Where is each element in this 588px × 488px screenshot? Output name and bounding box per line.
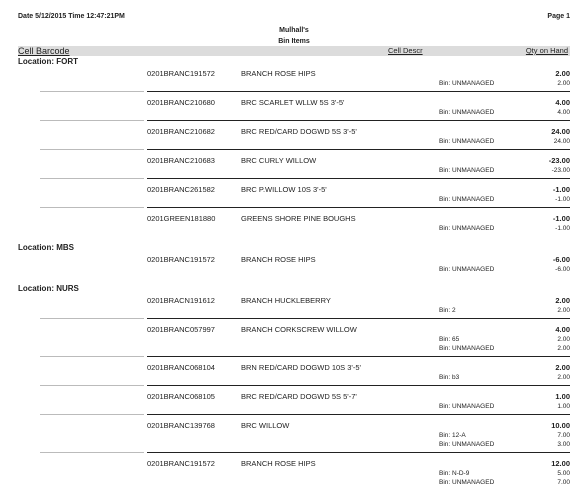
bin-row [0,345,588,354]
item-total-qty: -6.00 [552,255,570,264]
item-divider [147,91,570,92]
item-total-qty: 2.00 [555,69,570,78]
item-barcode: 0201BRANC191572 [147,69,215,78]
item-divider-left [40,414,144,415]
item-description: BRANCH ROSE HIPS [241,255,316,264]
bin-row [0,138,588,147]
report-date-time: Date 5/12/2015 Time 12:47:21PM [18,13,125,20]
report-title: Mulhall's [279,27,309,34]
bin-label: Bin: UNMANAGED [439,441,495,448]
column-header-descr: Cell Descr [388,46,423,55]
item-description: BRC CURLY WILLOW [241,156,317,165]
bin-row [0,167,588,176]
bin-label: Bin: b3 [439,374,460,381]
item-divider-left [40,120,144,121]
bin-qty: 7.00 [557,432,570,439]
bin-label: Bin: UNMANAGED [439,109,495,116]
bin-row [0,196,588,205]
bin-label: Bin: UNMANAGED [439,479,495,486]
item-divider [147,356,570,357]
item-barcode: 0201GREEN181880 [147,214,216,223]
item-total-qty: 12.00 [551,459,570,468]
item-description: BRC WILLOW [241,421,290,430]
item-description: BRANCH CORKSCREW WILLOW [241,325,357,334]
item-barcode: 0201BRANC191572 [147,255,215,264]
bin-label: Bin: N-D-9 [439,470,470,477]
bin-row [0,225,588,234]
item-divider [147,120,570,121]
bin-qty: 2.00 [557,80,570,87]
bin-qty: 4.00 [557,109,570,116]
item-divider-left [40,452,144,453]
bin-row [0,403,588,412]
item-divider-left [40,207,144,208]
item-divider [147,149,570,150]
bin-label: Bin: UNMANAGED [439,138,495,145]
item-barcode: 0201BRANC191572 [147,459,215,468]
item-barcode: 0201BRANC210682 [147,127,215,136]
item-total-qty: 24.00 [551,127,570,136]
column-header-qty: Qty on Hand [525,46,568,55]
page-number: Page 1 [547,13,570,20]
item-divider-left [40,318,144,319]
item-total-qty: 4.00 [555,325,570,334]
item-total-qty: -23.00 [548,156,570,165]
bin-row [0,307,588,316]
item-description: BRC RED/CARD DOGWD 5S 3'-5' [241,127,357,136]
bin-label: Bin: UNMANAGED [439,196,495,203]
item-total-qty: 4.00 [555,98,570,107]
bin-qty: 24.00 [553,138,570,145]
location-heading: Location: MBS [18,243,74,252]
bin-qty: 1.00 [557,403,570,410]
bin-qty: 2.00 [557,336,570,343]
item-description: BRC P.WILLOW 10S 3'-5' [241,185,327,194]
item-divider [147,414,570,415]
item-divider [147,318,570,319]
item-total-qty: 2.00 [555,296,570,305]
item-total-qty: -1.00 [552,185,570,194]
location-heading: Location: NURS [18,284,79,293]
bin-qty: -1.00 [555,225,570,232]
bin-qty: 2.00 [557,374,570,381]
item-barcode: 0201BRANC210680 [147,98,215,107]
bin-qty: 2.00 [557,307,570,314]
item-description: BRN RED/CARD DOGWD 10S 3'-5' [241,363,361,372]
bin-label: Bin: 2 [439,307,456,314]
item-divider-left [40,149,144,150]
item-divider [147,207,570,208]
report-subtitle: Bin Items [278,38,310,45]
bin-label: Bin: UNMANAGED [439,80,495,87]
item-divider [147,385,570,386]
item-barcode: 0201BRACN191612 [147,296,215,305]
item-divider [147,178,570,179]
bin-qty: 2.00 [557,345,570,352]
bin-label: Bin: 12-A [439,432,466,439]
item-description: BRANCH ROSE HIPS [241,459,316,468]
bin-qty: 5.00 [557,470,570,477]
item-barcode: 0201BRANC057997 [147,325,215,334]
bin-qty: -1.00 [555,196,570,203]
item-description: GREENS SHORE PINE BOUGHS [241,214,356,223]
item-divider-left [40,91,144,92]
bin-label: Bin: UNMANAGED [439,225,495,232]
item-total-qty: -1.00 [552,214,570,223]
bin-qty: 7.00 [557,479,570,486]
item-barcode: 0201BRANC261582 [147,185,215,194]
bin-row [0,432,588,441]
item-description: BRC SCARLET WLLW 5S 3'-5' [241,98,345,107]
item-description: BRANCH ROSE HIPS [241,69,316,78]
bin-qty: -23.00 [551,167,570,174]
bin-row [0,109,588,118]
item-barcode: 0201BRANC139768 [147,421,215,430]
item-divider-left [40,356,144,357]
bin-row [0,80,588,89]
item-divider-left [40,178,144,179]
location-heading: Location: FORT [18,57,78,66]
bin-label: Bin: 65 [439,336,460,343]
item-barcode: 0201BRANC068104 [147,363,215,372]
bin-row [0,266,588,275]
bin-label: Bin: UNMANAGED [439,403,495,410]
item-barcode: 0201BRANC068105 [147,392,215,401]
item-divider [147,452,570,453]
bin-label: Bin: UNMANAGED [439,266,495,273]
item-divider-left [40,385,144,386]
bin-row [0,336,588,345]
bin-qty: 3.00 [557,441,570,448]
bin-label: Bin: UNMANAGED [439,345,495,352]
item-description: BRC RED/CARD DOGWD 5S 5'-7' [241,392,357,401]
bin-row [0,441,588,450]
item-total-qty: 10.00 [551,421,570,430]
bin-label: Bin: UNMANAGED [439,167,495,174]
column-header-barcode: Cell Barcode [18,46,70,56]
item-total-qty: 2.00 [555,363,570,372]
bin-qty: -6.00 [555,266,570,273]
bin-row [0,479,588,488]
item-total-qty: 1.00 [555,392,570,401]
bin-row [0,470,588,479]
item-barcode: 0201BRANC210683 [147,156,215,165]
item-description: BRANCH HUCKLEBERRY [241,296,331,305]
bin-row [0,374,588,383]
